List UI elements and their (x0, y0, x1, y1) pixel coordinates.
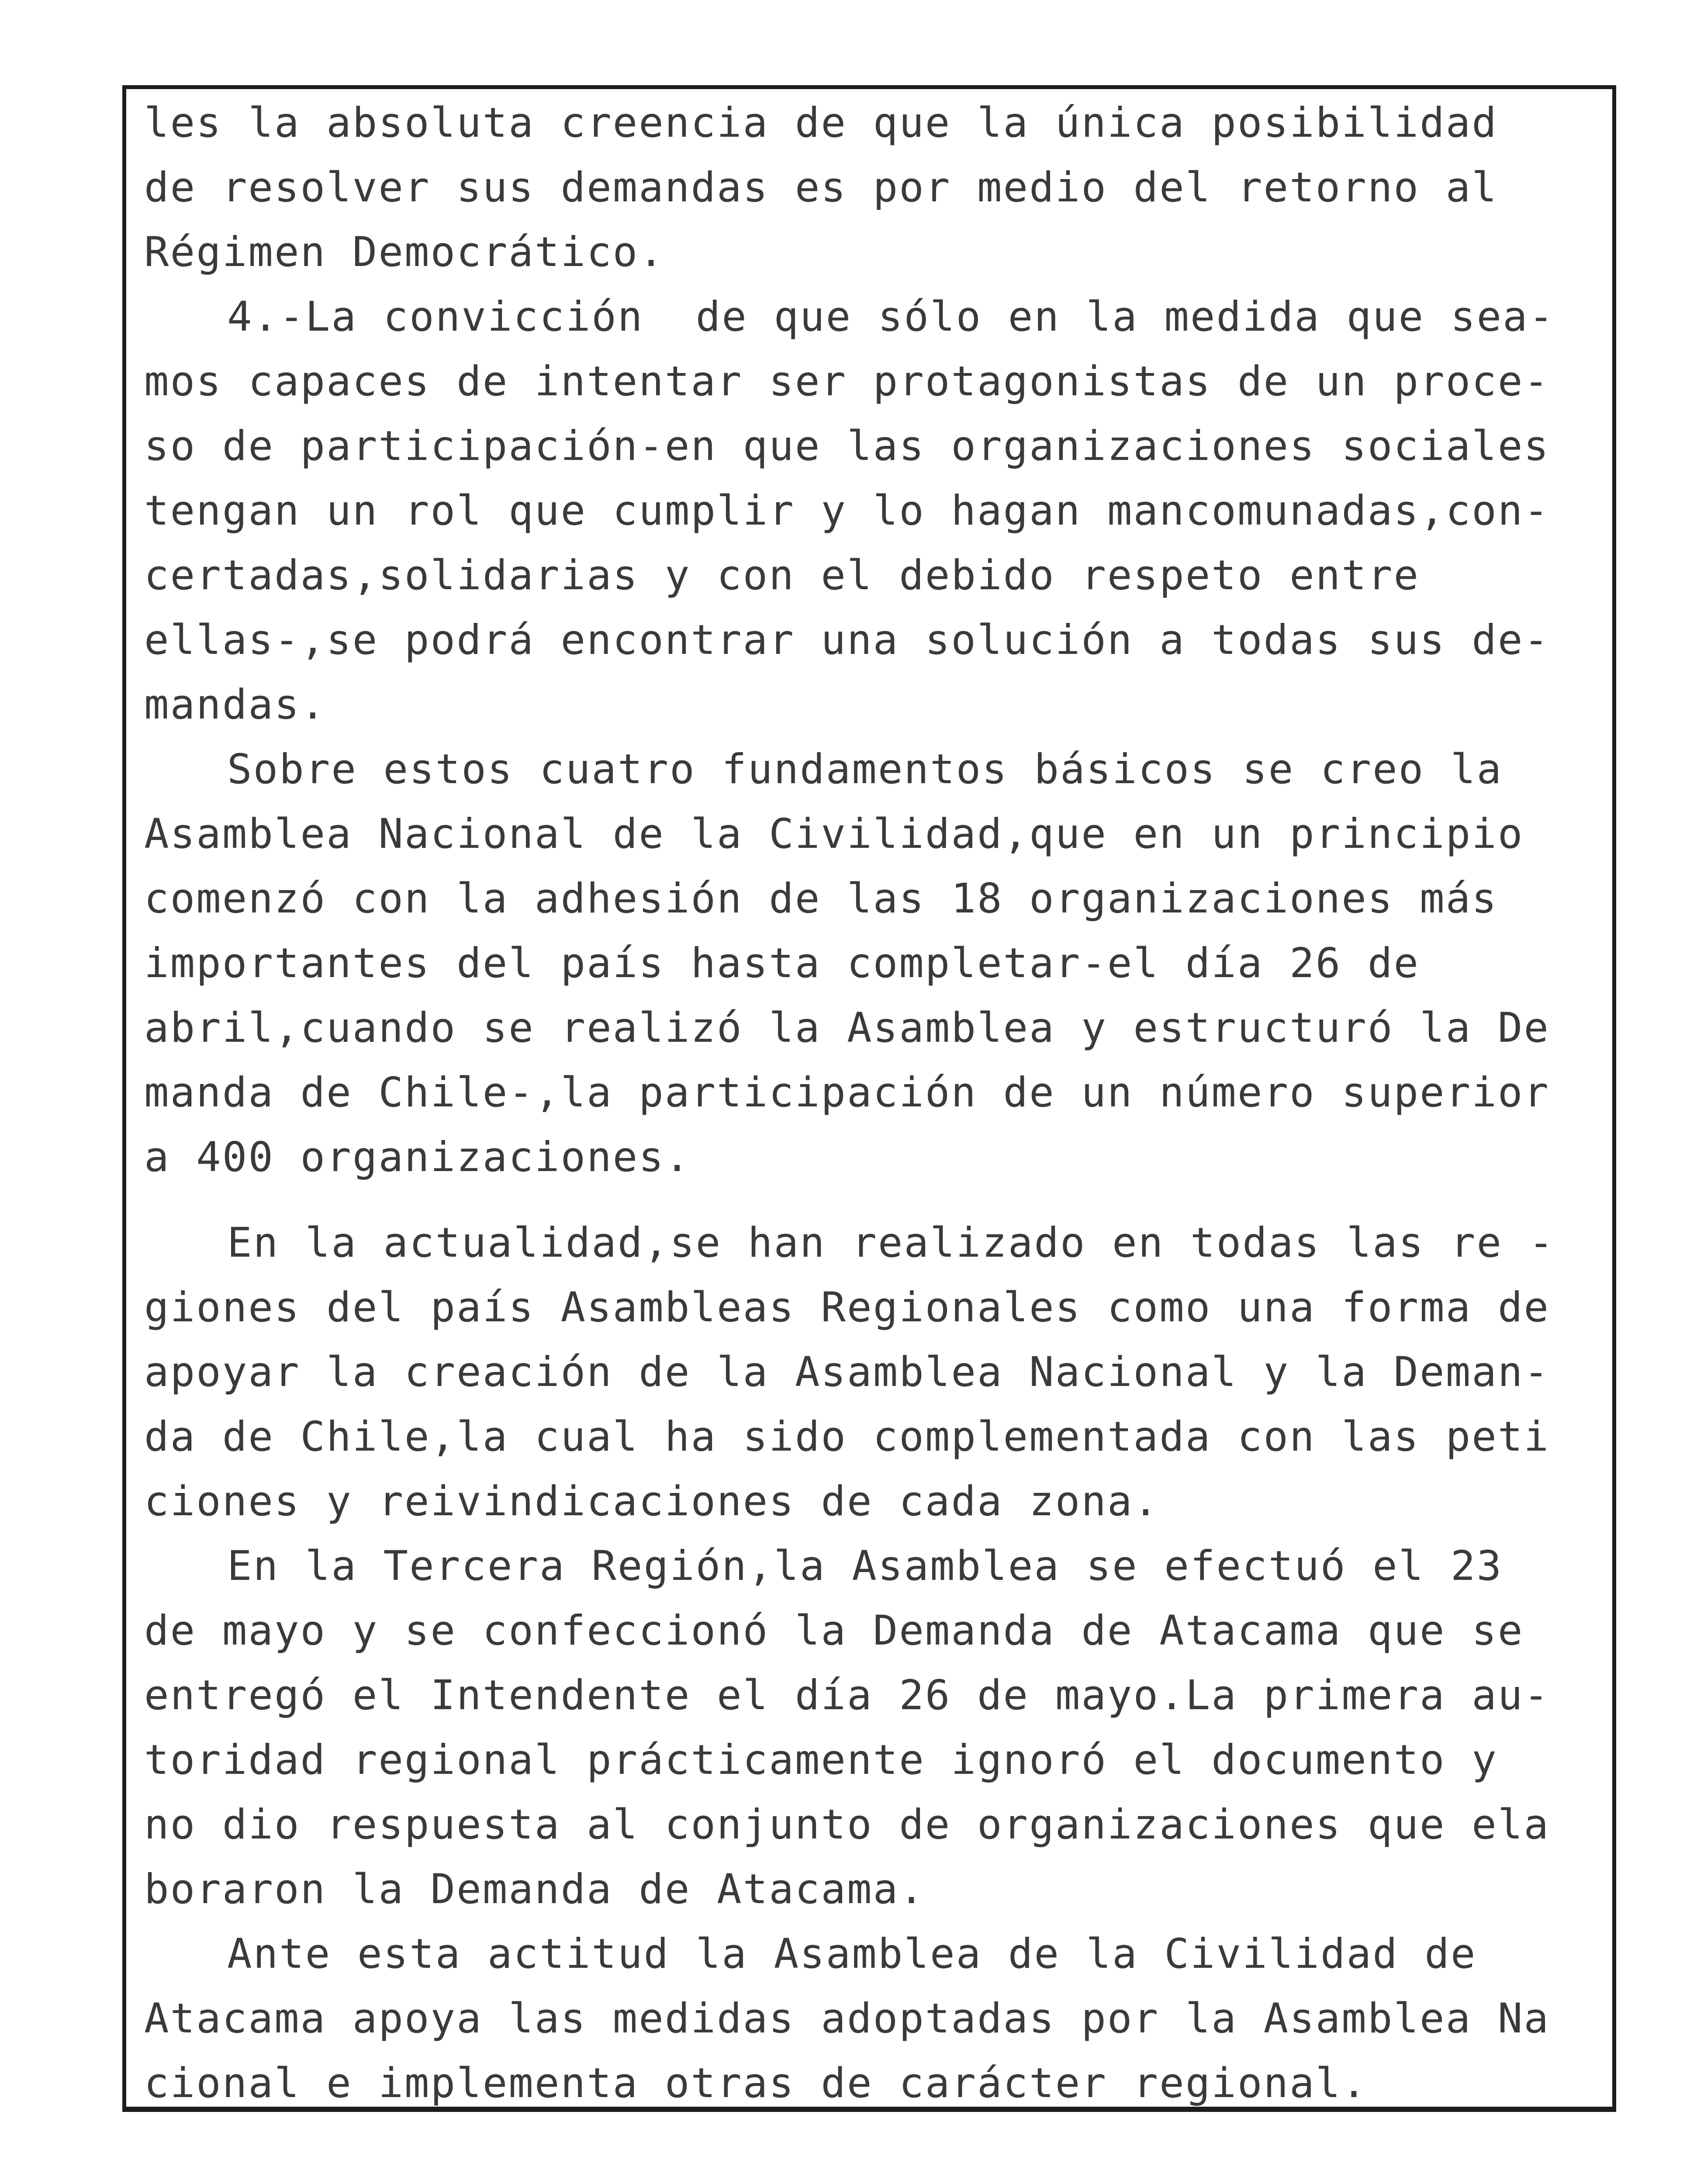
text-line: mos capaces de intentar ser protagonistas de un proce- (144, 358, 1550, 405)
text-line: 4.-La convicción de que sólo en la medida que sea- (227, 293, 1555, 341)
text-line: manda de Chile-,la participación de un número superior (144, 1069, 1550, 1116)
text-line: importantes del país hasta completar-el día 26 de (144, 940, 1420, 987)
text-line: toridad regional prácticamente ignoró el documento y (144, 1736, 1498, 1784)
text-line: Atacama apoya las medidas adoptadas por la Asamblea Na (144, 1995, 1550, 2042)
text-line: ciones y reivindicaciones de cada zona. (144, 1478, 1160, 1525)
text-line: de resolver sus demandas es por medio del retorno al (144, 164, 1498, 211)
text-line: boraron la Demanda de Atacama. (144, 1866, 925, 1913)
text-line: de mayo y se confeccionó la Demanda de Atacama que se (144, 1607, 1524, 1655)
text-line: ellas-,se podrá encontrar una solución a todas sus de- (144, 616, 1550, 664)
text-line: so de participación-en que las organizaciones sociales (144, 422, 1550, 470)
typewritten-text-block (144, 91, 1603, 2116)
text-line: les la absoluta creencia de que la única posibilidad (144, 99, 1498, 147)
text-line: entregó el Intendente el día 26 de mayo.La primera au- (144, 1672, 1550, 1719)
text-line: giones del país Asambleas Regionales como una forma de (144, 1284, 1550, 1331)
text-line: comenzó con la adhesión de las 18 organizaciones más (144, 875, 1498, 923)
text-line: no dio respuesta al conjunto de organizaciones que ela (144, 1801, 1550, 1849)
text-line: abril,cuando se realizó la Asamblea y estructuró la De (144, 1004, 1550, 1052)
text-line: certadas,solidarias y con el debido respeto entre (144, 552, 1420, 599)
text-line: Ante esta actitud la Asamblea de la Civilidad de (227, 1930, 1477, 1978)
text-line: cional e implementa otras de carácter regional. (144, 2060, 1368, 2107)
text-line: tengan un rol que cumplir y lo hagan mancomunadas,con- (144, 487, 1550, 535)
text-line: da de Chile,la cual ha sido complementada con las peti (144, 1413, 1550, 1461)
text-line: Asamblea Nacional de la Civilidad,que en un principio (144, 810, 1524, 858)
text-line: En la Tercera Región,la Asamblea se efectuó el 23 (227, 1542, 1503, 1590)
text-line: En la actualidad,se han realizado en todas las re - (227, 1219, 1555, 1267)
text-line: a 400 organizaciones. (144, 1133, 691, 1181)
paragraph-gap (144, 1190, 1603, 1211)
text-line: Sobre estos cuatro fundamentos básicos se creo la (227, 746, 1503, 793)
text-line: mandas. (144, 681, 327, 729)
text-line: apoyar la creación de la Asamblea Nacional y la Deman- (144, 1348, 1550, 1396)
text-line: Régimen Democrático. (144, 228, 665, 276)
